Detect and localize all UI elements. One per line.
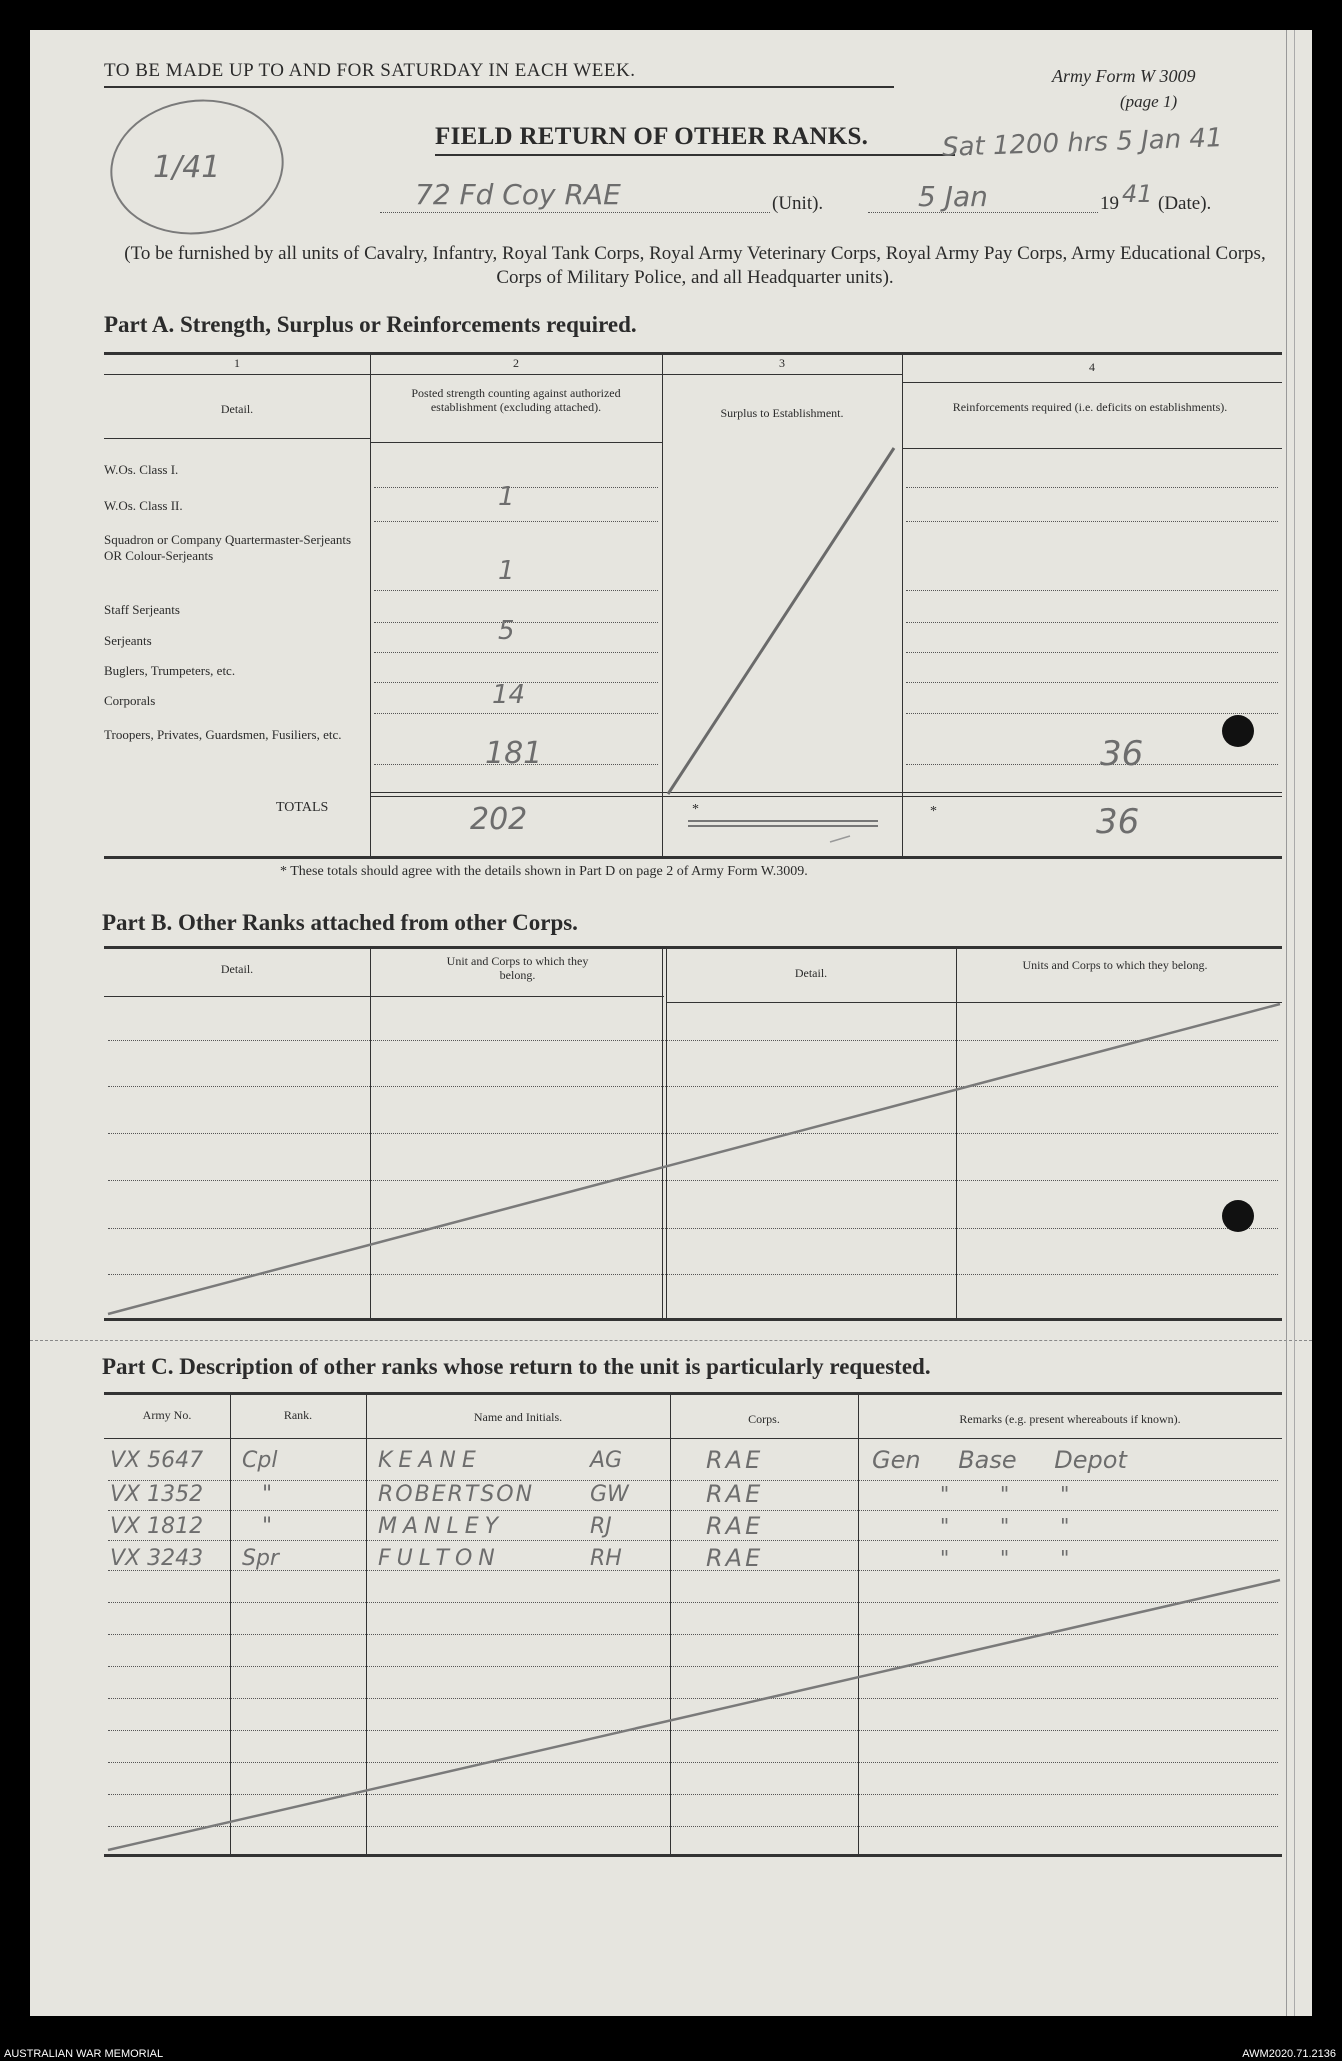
posted-wo2: 1 (498, 482, 515, 512)
part-a-col-number: 3 (779, 356, 785, 370)
row-army-no: VX 1352 (110, 1482, 204, 1507)
rank-row-label: Buglers, Trumpeters, etc. (104, 663, 236, 678)
part-a-header-detail: Detail. (220, 402, 254, 416)
footer-accession: AWM2020.71.2136 (1242, 2048, 1336, 2060)
row-initials: AG (590, 1448, 623, 1473)
punch-hole (1222, 1200, 1254, 1232)
handwritten-year: 41 (1122, 180, 1153, 208)
part-a-header-surplus: Surplus to Establishment. (720, 406, 844, 420)
row-remarks: " " " (940, 1514, 1070, 1538)
totals-asterisk-surplus: * (692, 802, 699, 817)
totals-reinf: 36 (1096, 802, 1140, 842)
row-corps: RAE (706, 1544, 764, 1572)
part-b-header: Detail. (220, 962, 254, 976)
part-a-col-number: 4 (1089, 360, 1095, 374)
punch-hole (1222, 715, 1254, 747)
part-a-header-posted: Posted strength counting against authorized establishment (excluding attached). (411, 386, 621, 414)
rank-row-label: W.Os. Class I. (104, 462, 179, 477)
row-army-no: VX 1812 (110, 1514, 204, 1539)
rank-row-label: Serjeants (104, 633, 152, 648)
ditto-stroke (830, 836, 850, 842)
row-name: MANLEY (378, 1514, 505, 1539)
furnish-note: (To be furnished by all units of Cavalry, Infantry, Royal Tank Corps, Royal Army Veterinary Corps, Royal Army Pay Corps, Army Educational Corps, Corps of Military Police, and all Headquarter units). (124, 243, 1266, 288)
page-number: (page 1) (1120, 92, 1178, 111)
folio-number: 1/41 (153, 150, 221, 185)
part-a-header-reinforcements: Reinforcements required (i.e. deficits on establishments). (952, 400, 1228, 414)
handwritten-unit: 72 Fd Coy RAE (415, 178, 621, 211)
part-c-title: Part C. Description of other ranks whose return to the unit is particularly requested. (102, 1354, 931, 1379)
row-corps: RAE (706, 1446, 764, 1474)
row-remarks: Gen Base Depot (872, 1446, 1127, 1474)
part-a-surplus-strike (668, 448, 894, 794)
row-name: KEANE (378, 1448, 482, 1473)
totals-posted: 202 (470, 802, 528, 837)
part-b-strike (108, 1004, 1280, 1314)
pencil-strokes (30, 30, 1312, 2016)
part-c-header: Army No. (142, 1408, 192, 1422)
posted-privates: 181 (485, 736, 543, 771)
part-a-title: Part A. Strength, Surplus or Reinforcements required. (104, 312, 637, 337)
row-rank: " (262, 1514, 273, 1539)
weekly-note: TO BE MADE UP TO AND FOR SATURDAY IN EACH WEEK. (104, 60, 636, 81)
form-id: Army Form W 3009 (1052, 66, 1196, 86)
row-rank: Cpl (242, 1448, 278, 1473)
part-c-header: Corps. (748, 1412, 780, 1426)
posted-cqms: 1 (498, 556, 515, 586)
rank-row-label: W.Os. Class II. (104, 498, 183, 513)
form-page (30, 30, 1312, 2016)
footer-institution: AUSTRALIAN WAR MEMORIAL (4, 2048, 164, 2060)
row-remarks: " " " (940, 1546, 1070, 1570)
row-initials: RH (590, 1546, 622, 1571)
part-b-header: Units and Corps to which they belong. (1022, 958, 1208, 972)
part-b-header: Detail. (794, 966, 828, 980)
date-label: (Date). (1158, 193, 1212, 214)
part-a-col-number: 1 (234, 356, 240, 370)
totals-label: TOTALS (276, 800, 329, 815)
posted-corporals: 14 (492, 680, 526, 710)
form-title: FIELD RETURN OF OTHER RANKS. (435, 123, 869, 150)
row-initials: RJ (590, 1514, 612, 1539)
part-c-header: Name and Initials. (473, 1410, 563, 1424)
paper-edge (1286, 30, 1287, 2016)
row-corps: RAE (706, 1480, 764, 1508)
part-c-header: Remarks (e.g. present whereabouts if known). (959, 1412, 1181, 1426)
unit-label: (Unit). (772, 193, 824, 214)
part-c-strike (108, 1580, 1280, 1850)
totals-asterisk-reinf: * (930, 804, 937, 819)
row-army-no: VX 3243 (110, 1546, 204, 1571)
row-rank: " (262, 1482, 273, 1507)
archive-footer (0, 2047, 1342, 2061)
posted-serjeants: 5 (498, 616, 515, 646)
row-rank: Spr (242, 1546, 279, 1571)
handwritten-date: 5 Jan (918, 180, 988, 213)
rank-row-label: Staff Serjeants (104, 602, 180, 617)
rank-row-label-text: Squadron or Company Quartermaster-Serjeants OR Colour-Serjeants (104, 532, 352, 563)
row-remarks: " " " (940, 1482, 1070, 1506)
row-initials: GW (590, 1482, 629, 1507)
paper-edge (1294, 30, 1295, 2016)
handwritten-time: Sat 1200 hrs 5 Jan 41 (941, 123, 1223, 163)
row-name: ROBERTSON (378, 1482, 535, 1507)
part-a-footnote: * These totals should agree with the details shown in Part D on page 2 of Army Form W.3009. (280, 864, 808, 879)
part-b-header: Unit and Corps to which they belong. (446, 954, 589, 982)
part-b-title: Part B. Other Ranks attached from other Corps. (102, 910, 578, 935)
part-c-header: Rank. (283, 1408, 313, 1422)
part-a-col-number: 2 (513, 356, 519, 370)
reinf-privates: 36 (1100, 734, 1144, 774)
year-prefix: 19 (1100, 193, 1119, 214)
rank-row-label: Corporals (104, 693, 156, 708)
row-name: FULTON (378, 1546, 501, 1571)
row-army-no: VX 5647 (110, 1448, 204, 1473)
rank-row-label-text: Troopers, Privates, Guardsmen, Fusiliers, etc. (104, 727, 342, 742)
row-corps: RAE (706, 1512, 764, 1540)
